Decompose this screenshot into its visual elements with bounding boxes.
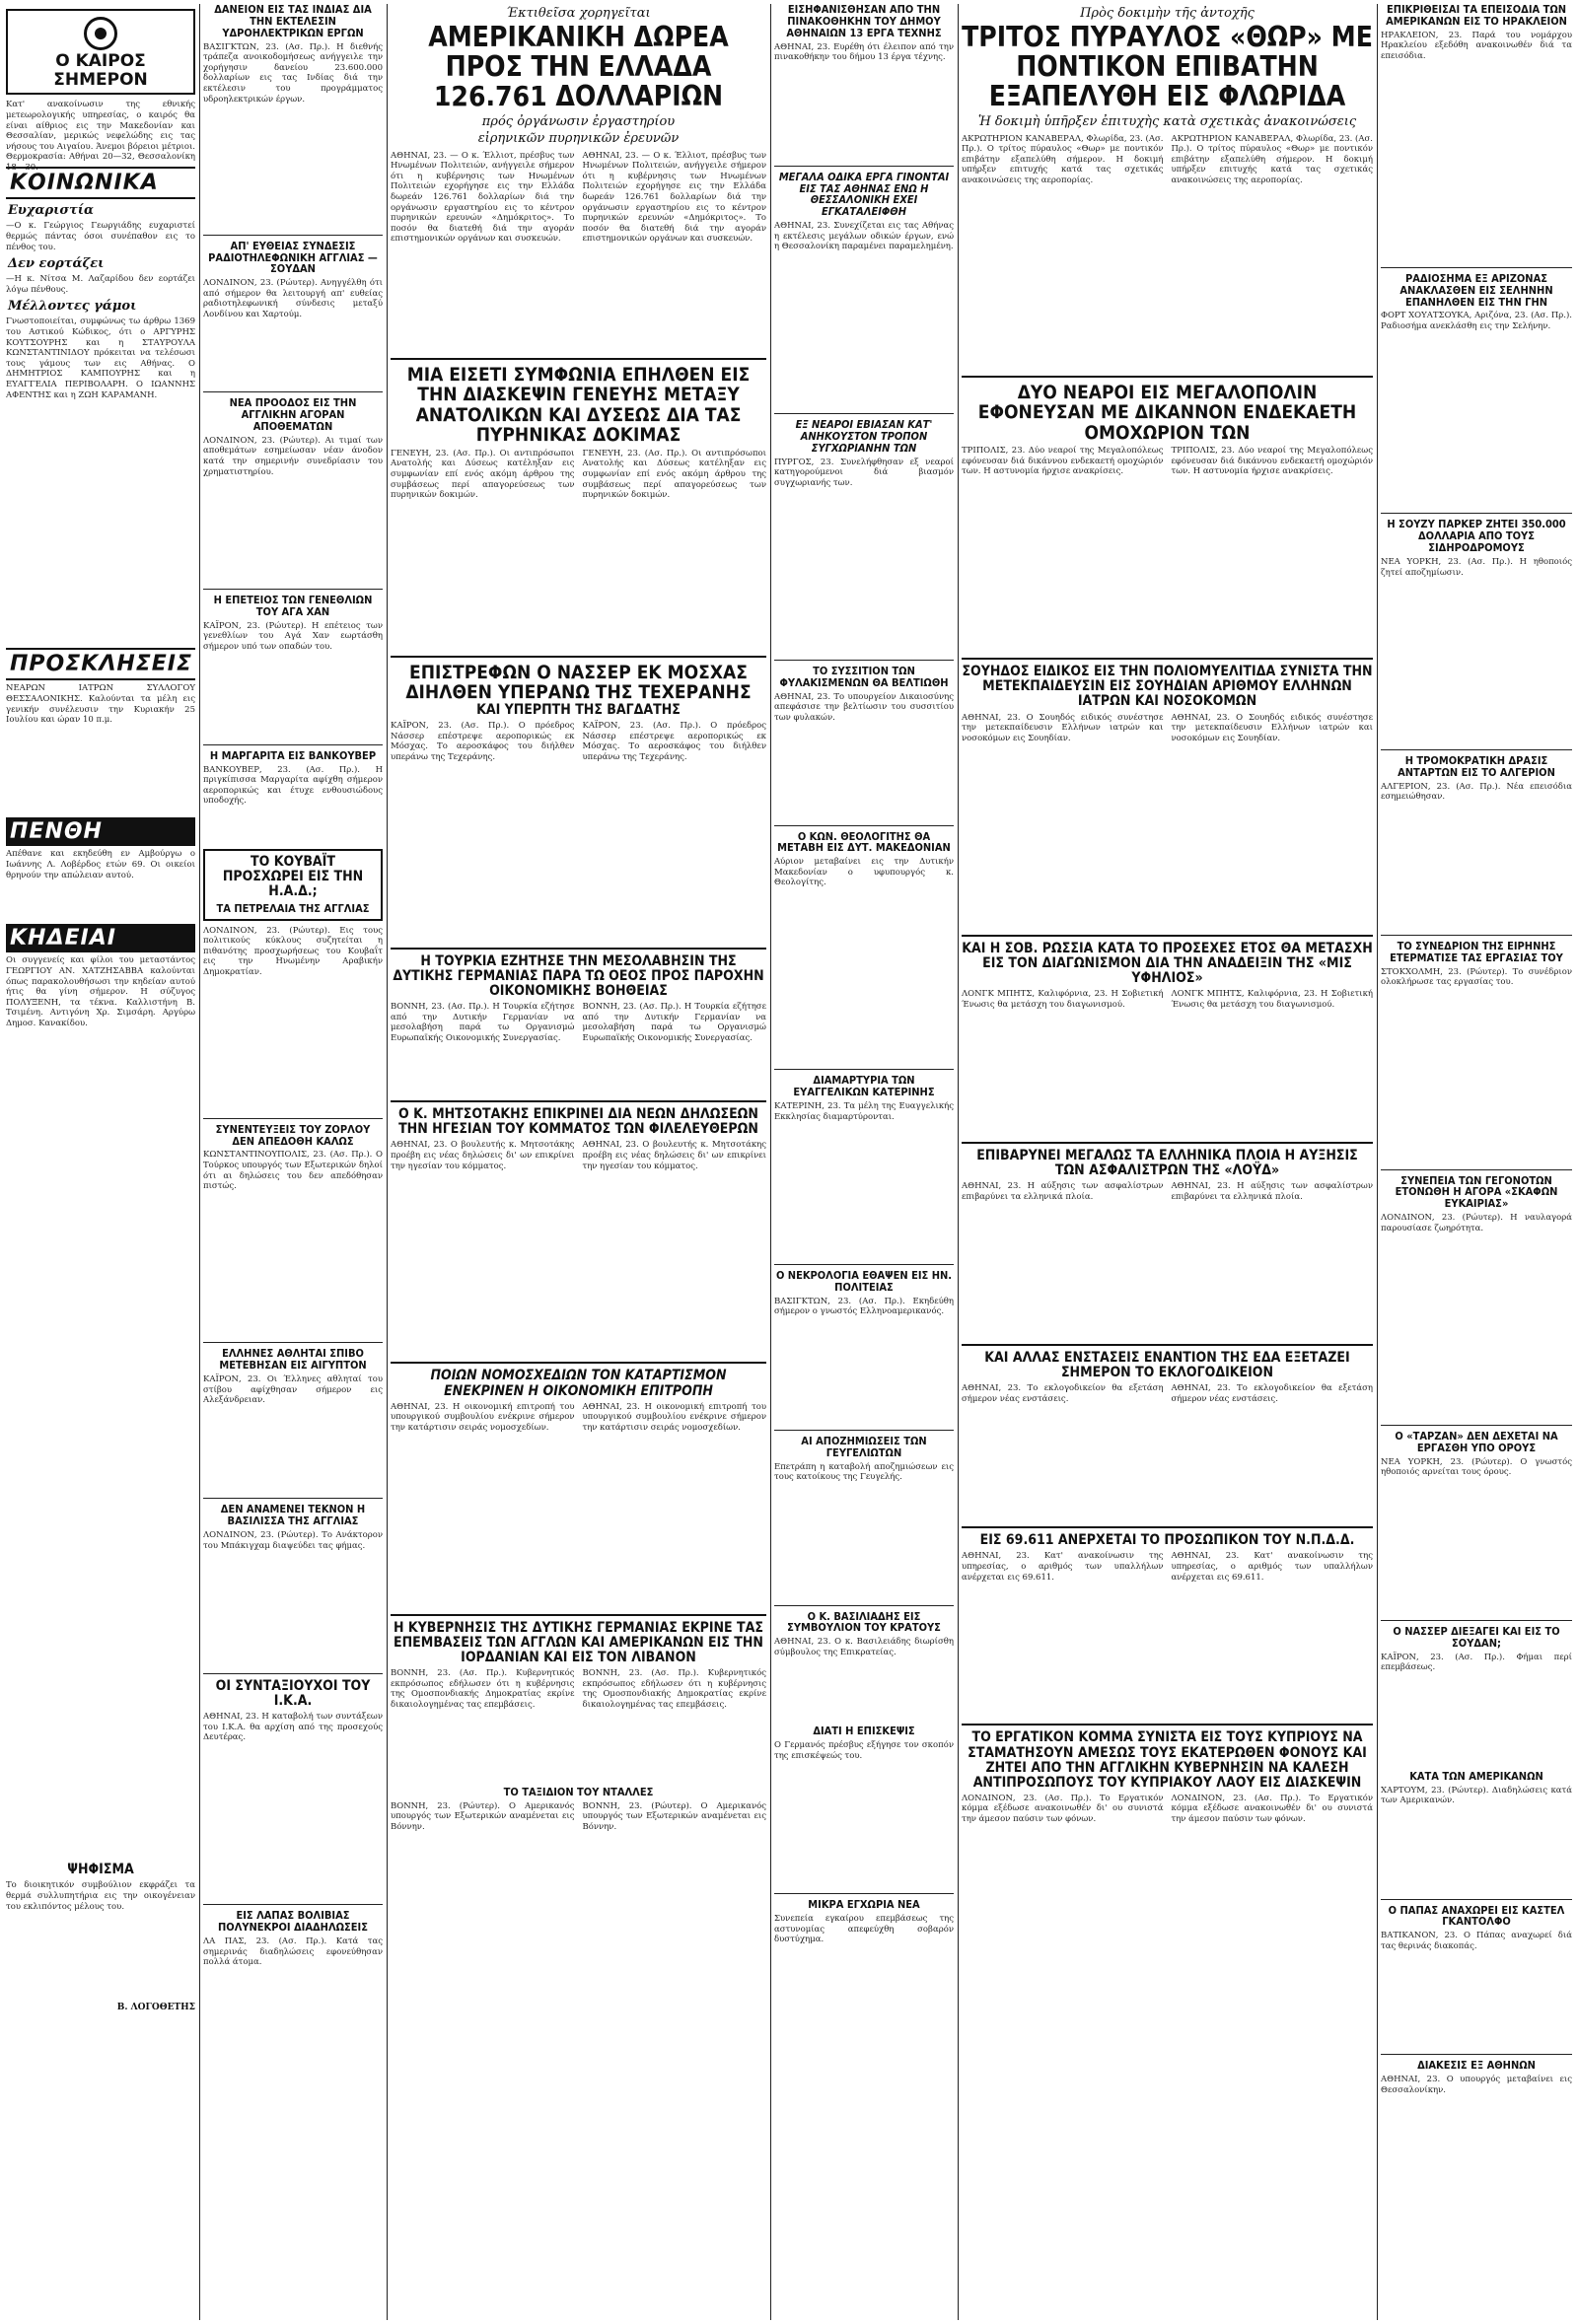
weather-box <box>6 9 195 95</box>
article-text: ΒΟΝΝΗ, 23. (Ασ. Πρ.). Η Τουρκία εζήτησε από την Δυτικήν Γερμανίαν να μεσολαβήση παρά τω Οργανισμώ Ευρωπαϊκής Οικονομικής Συνεργασίας. <box>391 1002 575 1044</box>
headline: ΔΙΑΤΙ Η ΕΠΙΣΚΕΨΙΣ <box>813 1725 915 1738</box>
headline: ΕΙΣ ΛΑΠΑΣ ΒΟΛΙΒΙΑΣ ΠΟΛΥΝΕΚΡΟΙ ΔΙΑΔΗΛΩΣΕΙΣ <box>218 1909 368 1935</box>
article-text: ΛΑ ΠΑΣ, 23. (Ασ. Πρ.). Κατά τας σημερινάς διαδηλώσεις εφονεύθησαν πολλά άτομα. <box>203 1936 383 1968</box>
headline: Η ΤΟΥΡΚΙΑ ΕΖΗΤΗΣΕ ΤΗΝ ΜΕΣΟΛΑΒΗΣΙΝ ΤΗΣ ΔΥΤΙΚΗΣ ΓΕΡΜΑΝΙΑΣ ΠΑΡΑ ΤΩ ΟΕΟΣ ΠΡΟΣ ΠΑΡΟΧΗΝ ΟΙΚΟΝΟΜΙΚΗΣ ΒΟΗΘΕΙΑΣ <box>393 952 764 1000</box>
article-text: ΒΟΝΝΗ, 23. (Ρώυτερ). Ο Αμερικανός υπουργός των Εξωτερικών αναμένεται εις Βόννην. <box>391 1800 575 1833</box>
article-text: ΑΘΗΝΑΙ, 23. Ο κ. Βασιλειάδης διωρίσθη σύμβουλος της Επικρατείας. <box>774 1637 954 1657</box>
article-text: ΒΟΝΝΗ, 23. (Ασ. Πρ.). Η Τουρκία εζήτησε από την Δυτικήν Γερμανίαν να μεσολαβήση παρά τω Οργανισμώ Ευρωπαϊκής Οικονομικής Συνεργασίας. <box>582 1002 766 1044</box>
headline: ΔΑΝΕΙΟΝ ΕΙΣ ΤΑΣ ΙΝΔΙΑΣ ΔΙΑ ΤΗΝ ΕΚΤΕΛΕΣΙΝ ΥΔΡΟΗΛΕΚΤΡΙΚΩΝ ΕΡΓΩΝ <box>214 3 372 39</box>
column-rule <box>387 4 388 2320</box>
article-text: ΚΑΪΡΟΝ, 23. (Ρώυτερ). Η επέτειος των γενεθλίων του Αγά Χαν εωρτάσθη σήμερον υπό των οπαδών του. <box>203 620 383 652</box>
article-text: ΑΘΗΝΑΙ, 23. Κατ' ανακοίνωσιν της υπηρεσίας, ο αριθμός των υπαλλήλων ανέρχεται εις 69.611. <box>1171 1551 1373 1583</box>
kuwait-box <box>203 849 383 921</box>
article-text: ΛΟΝΔΙΝΟΝ, 23. (Ρώυτερ). Η ναυλαγορά παρουσίασε ζωηρότητα. <box>1381 1213 1572 1233</box>
section-visits: ΠΡΟΣΚΛΗΣΕΙΣ <box>6 648 195 680</box>
headline: ΤΟ ΕΡΓΑΤΙΚΟΝ ΚΟΜΜΑ ΣΥΝΙΣΤΑ ΕΙΣ ΤΟΥΣ ΚΥΠΡΙΟΥΣ ΝΑ ΣΤΑΜΑΤΗΣΟΥΝ ΑΜΕΣΩΣ ΤΟΥΣ ΕΚΑΤΕΡΩΘΕΝ ΦΟΝΟΥΣ ΚΑΙ ΖΗΤΕΙ ΑΠΟ ΤΗΝ ΑΓΓΛΙΚΗΝ ΚΥΒΕΡΝΗΣΙΝ ΝΑ ΚΑΛΕΣΗ ΑΝΤΙΠΡΟΣΩΠΟΥΣ ΤΟΥ ΚΥΠΡΙΑΚΟΥ ΛΑΟΥ ΕΙΣ ΔΙΑΣΚΕΨΙΝ <box>968 1729 1367 1791</box>
column-rule <box>1377 4 1378 2320</box>
main-subheadline: πρός ὀργάνωσιν ἐργαστηρίου <box>481 113 676 129</box>
article-text: ΑΚΡΩΤΗΡΙΟΝ ΚΑΝΑΒΕΡΑΛ, Φλωρίδα, 23. (Ασ. Πρ.). Ο τρίτος πύραυλος «Θωρ» με ποντικόν επιβάτην εξαπελύθη σήμερον. Η δοκιμή υπήρξεν επιτυχής κατά τας σχετικάς ανακοινώσεις της αεροπορίας. <box>962 133 1164 186</box>
main-headline: ΑΜΕΡΙΚΑΝΙΚΗ ΔΩΡΕΑ ΠΡΟΣ ΤΗΝ ΕΛΛΑΔΑ 126.761 ΔΟΛΛΑΡΙΩΝ <box>428 21 729 113</box>
headline: ΤΟ ΤΑΞΙΔΙΟΝ ΤΟΥ ΝΤΑΛΛΕΣ <box>503 1786 654 1798</box>
article-text: ΑΘΗΝΑΙ, 23. — Ο κ. Έλλιοτ, πρέσβυς των Ηνωμένων Πολιτειών, ανήγγειλε σήμερον ότι η κυβέρνησις των Ηνωμένων Πολιτειών εχορήγησε εις την Ελλάδα δωρεάν 126.761 δολλαρίων διά την οργάνωσιν εργαστηρίου εις το κέντρον πυρηνικών ερευνών «Δημόκριτος». Το ποσόν θα διατεθή διά την αγοράν επιστημονικών οργάνων και συσκευών. <box>391 150 575 245</box>
headline: ΠΟΙΩΝ ΝΟΜΟΣΧΕΔΙΩΝ ΤΟΝ ΚΑΤΑΡΤΙΣΜΟΝ ΕΝΕΚΡΙΝΕΝ Η ΟΙΚΟΝΟΜΙΚΗ ΕΠΙΤΡΟΠΗ <box>430 1368 727 1399</box>
article-text: ΑΘΗΝΑΙ, 23. Ευρέθη ότι έλειπον από την πινακοθήκην του δήμου 13 έργα τέχνης. <box>774 41 954 63</box>
article-text: ΑΘΗΝΑΙ, 23. Το υπουργείον Δικαιοσύνης απεφάσισε την βελτίωσιν του συσσιτίου των φυλακών. <box>774 691 954 723</box>
headline: ΜΕΓΑΛΑ ΟΔΙΚΑ ΕΡΓΑ ΓΙΝΟΝΤΑΙ ΕΙΣ ΤΑΣ ΑΘΗΝΑΣ ΕΝΩ Η ΘΕΣΣΑΛΟΝΙΚΗ ΕΧΕΙ ΕΓΚΑΤΑΛΕΙΦΘΗ <box>778 170 950 219</box>
text-mourning: Απέθανε και εκηδεύθη εν Αμβούργω ο Ιωάννης Λ. Λοβέρδος ετών 69. Οι οικείοι θρηνούν την απώλειαν αυτού. <box>6 849 195 880</box>
headline: Η ΚΥΒΕΡΝΗΣΙΣ ΤΗΣ ΔΥΤΙΚΗΣ ΓΕΡΜΑΝΙΑΣ ΕΚΡΙΝΕ ΤΑΣ ΕΠΕΜΒΑΣΕΙΣ ΤΩΝ ΑΓΓΛΩΝ ΚΑΙ ΑΜΕΡΙΚΑΝΩΝ ΕΙΣ ΤΗΝ ΙΟΡΔΑΝΙΑΝ ΚΑΙ ΕΙΣ ΤΟΝ ΛΙΒΑΝΟΝ <box>393 1619 763 1665</box>
headline: ΕΞ ΝΕΑΡΟΙ ΕΒΙΑΣΑΝ ΚΑΤ' ΑΝΗΚΟΥΣΤΟΝ ΤΡΟΠΟΝ ΣΥΓΧΩΡΙΑΝΗΝ ΤΩΝ <box>795 418 933 455</box>
headline: ΕΙΣ 69.611 ΑΝΕΡΧΕΤΑΙ ΤΟ ΠΡΟΣΩΠΙΚΟΝ ΤΟΥ Ν.Π.Δ.Δ. <box>979 1532 1355 1549</box>
headline: ΣΟΥΗΔΟΣ ΕΙΔΙΚΟΣ ΕΙΣ ΤΗΝ ΠΟΛΙΟΜΥΕΛΙΤΙΔΑ ΣΥΝΙΣΤΑ ΤΗΝ ΜΕΤΕΚΠΑΙΔΕΥΣΙΝ ΕΙΣ ΣΟΥΗΔΙΑΝ ΑΡΙΘΜΟΥ ΕΛΛΗΝΩΝ ΙΑΤΡΩΝ ΚΑΙ ΝΟΣΟΚΟΜΩΝ <box>962 664 1373 710</box>
headline: Ο «ΤΑΡΖΑΝ» ΔΕΝ ΔΕΧΕΤΑΙ ΝΑ ΕΡΓΑΣΘΗ ΥΠΟ ΟΡΟΥΣ <box>1395 1430 1558 1454</box>
column-3 <box>391 4 766 2320</box>
article-text: ΑΘΗΝΑΙ, 23. Ο βουλευτής κ. Μητσοτάκης προέβη εις νέας δηλώσεις δι' ων επικρίνει την ηγεσίαν του κόμματος. <box>391 1140 575 1171</box>
heading-psifisma: ΨΗΦΙΣΜΑ <box>67 1862 134 1878</box>
article-text: ΛΟΝΔΙΝΟΝ, 23. (Ρώυτερ). Εις τους πολιτικούς κύκλους συζητείται η πιθανότης προσχωρήσεως του Κουβαΐτ εις την Ηνωμένην Αραβικήν Δημοκρατίαν. <box>203 925 383 978</box>
headline: ΑΙ ΑΠΟΖΗΜΙΩΣΕΙΣ ΤΩΝ ΓΕΥΓΕΛΙΩΤΩΝ <box>801 1434 927 1459</box>
article-text: ΑΘΗΝΑΙ, 23. Η αύξησις των ασφαλίστρων επιβαρύνει τα ελληνικά πλοία. <box>962 1181 1164 1202</box>
section-social: ΚΟΙΝΩΝΙΚΑ <box>6 167 195 199</box>
headline: Ο ΚΩΝ. ΘΕΟΛΟΓΙΤΗΣ ΘΑ ΜΕΤΑΒΗ ΕΙΣ ΔΥΤ. ΜΑΚΕΔΟΝΙΑΝ <box>777 829 951 855</box>
article-text: ΑΘΗΝΑΙ, 23. Ο Σουηδός ειδικός συνέστησε την μετεκπαίδευσιν Ελλήνων ιατρών και νοσοκόμων εις Σουηδίαν. <box>962 712 1164 743</box>
article-text: ΒΟΝΝΗ, 23. (Ασ. Πρ.). Κυβερνητικός εκπρόσωπος εδήλωσεν ότι η κυβέρνησις της Ομοσπονδιακής Δημοκρατίας εκρίνε δικαιολογημένας τας επεμβάσεις. <box>391 1668 575 1710</box>
headline: Η ΣΟΥΖΥ ΠΑΡΚΕΡ ΖΗΤΕΙ 350.000 ΔΟΛΛΑΡΙΑ ΑΠΟ ΤΟΥΣ ΣΙΔΗΡΟΔΡΟΜΟΥΣ <box>1387 518 1566 555</box>
article-text: ΛΟΝΔΙΝΟΝ, 23. (Ρώυτερ). Αι τιμαί των αποθεμάτων εσημείωσαν νέαν άνοδον κατά την σημερινήν συνεδρίασιν του χρηματιστηρίου. <box>203 435 383 477</box>
text-eucharistia: —Ο κ. Γεώργιος Γεωργιάδης ευχαριστεί θερμώς πάντας όσοι συνέπαθον εις το πένθος του. <box>6 221 195 252</box>
headline: ΣΥΝΕΝΤΕΥΞΕΙΣ ΤΟΥ ΖΟΡΛΟΥ ΔΕΝ ΑΠΕΔΟΘΗ ΚΑΛΩΣ <box>215 1122 371 1148</box>
article-text: ΒΟΝΝΗ, 23. (Ασ. Πρ.). Κυβερνητικός εκπρόσωπος εδήλωσεν ότι η κυβέρνησις της Ομοσπονδιακής Δημοκρατίας εκρίνε δικαιολογημένας τας επεμβάσεις. <box>582 1668 766 1710</box>
headline: ΡΑΔΙΟΣΗΜΑ ΕΞ ΑΡΙΖΟΝΑΣ ΑΝΑΚΛΑΣΘΕΝ ΕΙΣ ΣΕΛΗΝΗΝ ΕΠΑΝΗΛΘΕΝ ΕΙΣ ΤΗΝ ΓΗΝ <box>1399 271 1553 309</box>
article-text: ΚΑΪΡΟΝ, 23. (Ασ. Πρ.). Ο πρόεδρος Νάσσερ επέστρεψε αεροπορικώς εκ Μόσχας. Το αεροσκάφος του διήλθεν υπεράνω της Τεχεράνης. <box>582 720 766 762</box>
column-rule <box>958 4 959 2320</box>
article-text: ΠΥΡΓΟΣ, 23. Συνελήφθησαν εξ νεαροί κατηγορούμενοι διά βιασμόν συγχωριανής των. <box>774 457 954 488</box>
headline: Η ΕΠΕΤΕΙΟΣ ΤΩΝ ΓΕΝΕΘΛΙΩΝ ΤΟΥ ΑΓΑ ΧΑΝ <box>213 593 373 618</box>
article-text: ΣΤΟΚΧΟΛΜΗ, 23. (Ρώυτερ). Το συνέδριον ολοκλήρωσε τας εργασίας του. <box>1381 966 1572 988</box>
weather-text: Κατ' ανακοίνωσιν της εθνικής μετεωρολογικής υπηρεσίας, ο καιρός θα είναι αίθριος εις την Μακεδονίαν και Θεσσαλίαν, μερικώς νεφελώδης εις τας νήσους του Αιγαίου. Άνεμοι βόρειοι μέτριοι. Θερμοκρασία: Αθήναι 20—32, Θεσσαλονίκη 18—30. <box>6 100 195 173</box>
article-text: Επετράπη η καταβολή αποζημιώσεων εις τους κατοίκους της Γευγελής. <box>774 1461 954 1483</box>
article-text: Ο Γερμανός πρέσβυς εξήγησε τον σκοπόν της επισκέψεώς του. <box>774 1740 954 1761</box>
headline: ΕΛΛΗΝΕΣ ΑΘΛΗΤΑΙ ΣΠΙΒΟ ΜΕΤΕΒΗΣΑΝ ΕΙΣ ΑΙΓΥΠΤΟΝ <box>219 1347 367 1373</box>
article-text: ΛΟΝΔΙΝΟΝ, 23. (Ρώυτερ). Το Ανάκτορον του Μπάκιγχαμ διαψεύδει τας φήμας. <box>203 1529 383 1551</box>
article-text: ΑΘΗΝΑΙ, 23. Ο Σουηδός ειδικός συνέστησε την μετεκπαίδευσιν Ελλήνων ιατρών και νοσοκόμων εις Σουηδίαν. <box>1171 712 1373 743</box>
article-text: ΚΑΪΡΟΝ, 23. (Ασ. Πρ.). Ο πρόεδρος Νάσσερ επέστρεψε αεροπορικώς εκ Μόσχας. Το αεροσκάφος του διήλθεν υπεράνω της Τεχεράνης. <box>391 720 575 762</box>
weather-title: Ο ΚΑΙΡΟΣ ΣΗΜΕΡΟΝ <box>53 51 148 90</box>
main-headline: ΤΡΙΤΟΣ ΠΥΡΑΥΛΟΣ «ΘΩΡ» ΜΕ ΠΟΝΤΙΚΟΝ ΕΠΙΒΑΤΗΝ ΕΞΑΠΕΛΥΘΗ ΕΙΣ ΦΛΩΡΙΔΑ <box>962 21 1373 113</box>
article-text: ΒΑΣΙΓΚΤΩΝ, 23. (Ασ. Πρ.). Η διεθνής τράπεζα ανοικοδομήσεως ανήγγειλε την χορήγησιν δανείου 23.600.000 δολλαρίων εις τας Ινδίας διά την εκτέλεσιν του προγράμματος υδροηλεκτρικών έργων. <box>203 41 383 105</box>
column-rule <box>770 4 771 2320</box>
article-text: ΛΟΝΓΚ ΜΠΗΤΣ, Καλιφόρνια, 23. Η Σοβιετική Ένωσις θα μετάσχη του διαγωνισμού. <box>962 988 1164 1010</box>
headline: ΚΑΙ ΑΛΛΑΣ ΕΝΣΤΑΣΕΙΣ ΕΝΑΝΤΙΟΝ ΤΗΣ ΕΔΑ ΕΞΕΤΑΖΕΙ ΣΗΜΕΡΟΝ ΤΟ ΕΚΛΟΓΟΔΙΚΕΙΟΝ <box>984 1350 1350 1381</box>
headline: Ο ΝΕΚΡΟΛΟΓΙΑ ΕΘΑΨΕΝ ΕΙΣ ΗΝ. ΠΟΛΙΤΕΙΑΣ <box>775 1269 953 1294</box>
headline: ΣΥΝΕΠΕΙΑ ΤΩΝ ΓΕΓΟΝΟΤΩΝ ΕΤΟΝΩΘΗ Η ΑΓΟΡΑ «ΣΚΑΦΩΝ ΕΥΚΑΙΡΙΑΣ» <box>1395 1173 1558 1211</box>
article-text: ΑΘΗΝΑΙ, 23. Κατ' ανακοίνωσιν της υπηρεσίας, ο αριθμός των υπαλλήλων ανέρχεται εις 69.611. <box>962 1551 1164 1583</box>
headline: ΔΙΑΚΕΣΙΣ ΕΞ ΑΘΗΝΩΝ <box>1417 2059 1536 2073</box>
text-mellontes: Γνωστοποιείται, συμφώνως τω άρθρω 1369 του Αστικού Κώδικος, ότι ο ΑΡΓΥΡΗΣ ΚΟΥΤΣΟΥΡΗΣ και η ΣΤΑΥΡΟΥΛΑ ΚΩΝΣΤΑΝΤΙΝΙΔΟΥ πρόκειται να τελέσωσι τους γάμους των εις Αθήνας. Ο ΔΗΜΗΤΡΙΟΣ ΚΑΜΠΟΥΡΗΣ και η ΕΥΑΓΓΕΛΙΑ ΠΕΡΙΒΟΛΑΡΗ. Ο ΙΩΑΝΝΗΣ ΑΦΕΝΤΗΣ και η ΖΩΗ ΚΑΡΑΜΑΝΗ. <box>6 317 195 400</box>
headline: ΜΙΑ ΕΙΣΕΤΙ ΣΥΜΦΩΝΙΑ ΕΠΗΛΘΕΝ ΕΙΣ ΤΗΝ ΔΙΑΣΚΕΨΙΝ ΓΕΝΕΥΗΣ ΜΕΤΑΞΥ ΑΝΑΤΟΛΙΚΩΝ ΚΑΙ ΔΥΣΕΩΣ ΔΙΑ ΤΑΣ ΠΥΡΗΝΙΚΑΣ ΔΟΚΙΜΑΣ <box>406 363 751 447</box>
article-text: ΑΘΗΝΑΙ, 23. Η οικονομική επιτροπή του υπουργικού συμβουλίου ενέκρινε σήμερον την κατάρτισιν σειράς νομοσχεδίων. <box>582 1401 766 1433</box>
article-text: Συνεπεία εγκαίρου επεμβάσεως της αστυνομίας απεφεύχθη σοβαρόν δυστύχημα. <box>774 1914 954 1945</box>
article-text: ΝΕΑ ΥΟΡΚΗ, 23. (Ρώυτερ). Ο γνωστός ηθοποιός αρνείται τους όρους. <box>1381 1456 1572 1478</box>
kicker: Πρὸς δοκιμὴν τῆς ἀντοχῆς <box>1080 6 1255 21</box>
article-text: ΚΑΤΕΡΙΝΗ, 23. Τα μέλη της Ευαγγελικής Εκκλησίας διαμαρτύρονται. <box>774 1101 954 1122</box>
kicker: Έκτιθεῖσα χορηγεῖται <box>506 6 651 21</box>
article-text: ΑΘΗΝΑΙ, 23. Η οικονομική επιτροπή του υπουργικού συμβουλίου ενέκρινε σήμερον την κατάρτισιν σειράς νομοσχεδίων. <box>391 1401 575 1433</box>
article-text: ΛΟΝΔΙΝΟΝ, 23. (Ασ. Πρ.). Το Εργατικόν κόμμα εξέδωσε ανακοινωθέν δι' ου συνιστά την άμεσον παύσιν των φόνων. <box>962 1793 1164 1825</box>
article-text: ΚΑΪΡΟΝ, 23. (Ασ. Πρ.). Φήμαι περί επεμβάσεως. <box>1381 1652 1572 1673</box>
article-text: ΑΘΗΝΑΙ, 23. Ο βουλευτής κ. Μητσοτάκης προέβη εις νέας δηλώσεις δι' ων επικρίνει την ηγεσίαν του κόμματος. <box>582 1140 766 1171</box>
heading-mellontes: Μέλλοντες γάμοι <box>8 299 137 315</box>
column-4 <box>774 4 954 2320</box>
subheadline: ΤΑ ΠΕΤΡΕΛΑΙΑ ΤΗΣ ΑΓΓΛΙΑΣ <box>216 901 370 915</box>
headline: Ο Κ. ΒΑΣΙΛΙΑΔΗΣ ΕΙΣ ΣΥΜΒΟΥΛΙΟΝ ΤΟΥ ΚΡΑΤΟΥΣ <box>787 1609 941 1635</box>
column-1 <box>6 4 195 2320</box>
article-text: ΑΘΗΝΑΙ, 23. Το εκλογοδικείον θα εξετάση σήμερον νέας ενστάσεις. <box>962 1383 1164 1404</box>
article-text: ΧΑΡΤΟΥΜ, 23. (Ρώυτερ). Διαδηλώσεις κατά των Αμερικανών. <box>1381 1785 1572 1806</box>
sun-icon <box>84 17 117 50</box>
headline: ΚΑΙ Η ΣΟΒ. ΡΩΣΣΙΑ ΚΑΤΑ ΤΟ ΠΡΟΣΕΧΕΣ ΕΤΟΣ ΘΑ ΜΕΤΑΣΧΗ ΕΙΣ ΤΟΝ ΔΙΑΓΩΝΙΣΜΟΝ ΔΙΑ ΤΗΝ ΑΝΑΔΕΙΞΙΝ ΤΗΣ «ΜΙΣ ΥΦΗΛΙΟΣ» <box>962 940 1373 986</box>
headline: ΝΕΑ ΠΡΟΟΔΟΣ ΕΙΣ ΤΗΝ ΑΓΓΛΙΚΗΝ ΑΓΟΡΑΝ ΑΠΟΘΕΜΑΤΩΝ <box>229 396 357 433</box>
article-text: ΛΟΝΔΙΝΟΝ, 23. (Ασ. Πρ.). Το Εργατικόν κόμμα εξέδωσε ανακοινωθέν δι' ου συνιστά την άμεσον παύσιν των φόνων. <box>1171 1793 1373 1825</box>
newspaper-page <box>6 4 1572 2320</box>
headline: ΚΑΤΑ ΤΩΝ ΑΜΕΡΙΚΑΝΩΝ <box>1409 1769 1543 1783</box>
article-text: ΓΕΝΕΥΗ, 23. (Ασ. Πρ.). Οι αντιπρόσωποι Ανατολής και Δύσεως κατέληξαν εις συμφωνίαν επί ενός ακόμη άρθρου της συμβάσεως περί απαγορεύσεως των πυρηνικών δοκιμών. <box>582 448 766 501</box>
article-text: ΒΑΝΚΟΥΒΕΡ, 23. (Ασ. Πρ.). Η πριγκίπισσα Μαργαρίτα αφίχθη σήμερον αεροπορικώς και έτυχε ενθουσιώδους υποδοχής. <box>203 764 383 807</box>
article-text: Αύριον μεταβαίνει εις την Δυτικήν Μακεδονίαν ο υφυπουργός κ. Θεολογίτης. <box>774 857 954 888</box>
article-text: ΚΩΝΣΤΑΝΤΙΝΟΥΠΟΛΙΣ, 23. (Ασ. Πρ.). Ο Τούρκος υπουργός των Εξωτερικών δηλοί ότι αι δηλώσεις του δεν απεδόθησαν πιστώς. <box>203 1150 383 1192</box>
article-text: ΑΘΗΝΑΙ, 23. Συνεχίζεται εις τας Αθήνας η εκτέλεσις μεγάλων οδικών έργων, ενώ η Θεσσαλονίκη παραμένει παραμελημένη. <box>774 221 954 252</box>
headline: Ο ΝΑΣΣΕΡ ΔΙΕΞΑΓΕΙ ΚΑΙ ΕΙΣ ΤΟ ΣΟΥΔΑΝ; <box>1393 1624 1560 1650</box>
article-text: ΑΘΗΝΑΙ, 23. Η καταβολή των συντάξεων του Ι.Κ.Α. θα αρχίση από της προσεχούς Δευτέρας. <box>203 1712 383 1743</box>
column-6 <box>1381 4 1572 2320</box>
article-text: ΑΛΓΕΡΙΟΝ, 23. (Ασ. Πρ.). Νέα επεισόδια εσημειώθησαν. <box>1381 781 1572 803</box>
headline: ΕΠΙΒΑΡΥΝΕΙ ΜΕΓΑΛΩΣ ΤΑ ΕΛΛΗΝΙΚΑ ΠΛΟΙΑ Η ΑΥΞΗΣΙΣ ΤΩΝ ΑΣΦΑΛΙΣΤΡΩΝ ΤΗΣ «ΛΟΫΔ» <box>976 1147 1358 1179</box>
headline: ΔΙΑΜΑΡΤΥΡΙΑ ΤΩΝ ΕΥΑΓΓΕΛΙΚΩΝ ΚΑΤΕΡΙΝΗΣ <box>793 1074 935 1099</box>
section-mourning: ΠΕΝΘΗ <box>6 817 195 846</box>
article-text: ΝΕΑ ΥΟΡΚΗ, 23. (Ασ. Πρ.). Η ηθοποιός ζητεί αποζημίωσιν. <box>1381 557 1572 578</box>
article-text: ΒΟΝΝΗ, 23. (Ρώυτερ). Ο Αμερικανός υπουργός των Εξωτερικών αναμένεται εις Βόννην. <box>582 1800 766 1833</box>
article-text: ΤΡΙΠΟΛΙΣ, 23. Δύο νεαροί της Μεγαλοπόλεως εφόνευσαν διά δικάννου ενδεκαετή ομοχώριόν των. Η αστυνομία ήρχισε ανακρίσεις. <box>1171 446 1373 477</box>
heading-den-eortazei: Δεν εορτάζει <box>8 256 105 272</box>
article-text: ΑΚΡΩΤΗΡΙΟΝ ΚΑΝΑΒΕΡΑΛ, Φλωρίδα, 23. (Ασ. Πρ.). Ο τρίτος πύραυλος «Θωρ» με ποντικόν επιβάτην εξαπελύθη σήμερον. Η δοκιμή υπήρξεν επιτυχής κατά τας σχετικάς ανακοινώσεις της αεροπορίας. <box>1171 133 1373 186</box>
column-rule <box>199 4 200 2320</box>
text-psifisma: Το διοικητικόν συμβούλιον εκφράζει τα θερμά συλλυπητήρια εις την οικογένειαν του εκλιπόντος μέλους του. <box>6 1880 195 1912</box>
headline: ΑΠ' ΕΥΘΕΙΑΣ ΣΥΝΔΕΣΙΣ ΡΑΔΙΟΤΗΛΕΦΩΝΙΚΗ ΑΓΓΛΙΑΣ — ΣΟΥΔΑΝ <box>208 239 378 276</box>
headline: ΕΙΣΗΦΑΝΙΣΘΗΣΑΝ ΑΠΟ ΤΗΝ ΠΙΝΑΚΟΘΗΚΗΝ ΤΟΥ ΔΗΜΟΥ ΑΘΗΝΑΙΩΝ 13 ΕΡΓΑ ΤΕΧΝΗΣ <box>786 3 942 39</box>
article-text: ΒΑΤΙΚΑΝΟΝ, 23. Ο Πάπας αναχωρεί διά τας θερινάς διακοπάς. <box>1381 1931 1572 1951</box>
article-text: ΛΟΝΓΚ ΜΠΗΤΣ, Καλιφόρνια, 23. Η Σοβιετική Ένωσις θα μετάσχη του διαγωνισμού. <box>1171 988 1373 1010</box>
article-text: ΑΘΗΝΑΙ, 23. Η αύξησις των ασφαλίστρων επιβαρύνει τα ελληνικά πλοία. <box>1171 1181 1373 1202</box>
heading-eucharistia: Ευχαριστία <box>8 203 95 219</box>
headline: ΤΟ ΣΥΝΕΔΡΙΟΝ ΤΗΣ ΕΙΡΗΝΗΣ ΕΤΕΡΜΑΤΙΣΕ ΤΑΣ ΕΡΓΑΣΙΑΣ ΤΟΥ <box>1390 939 1563 964</box>
text-funerals: Οι συγγενείς και φίλοι του μεταστάντος ΓΕΩΡΓΙΟΥ ΑΝ. ΧΑΤΖΗΣΑΒΒΑ καλούνται όπως παρακολουθήσωσι την κηδείαν αυτού ήτις θα γίνη σήμερον. Η σύζυγος ΠΟΛΥΞΕΝΗ, τα τέκνα. Καλλιστήνη Β. Τσιμένη. Αντιγόνη Χρ. Σιμσάρη. Αργύρω Δημοσ. Κανακίδου. <box>6 955 195 1028</box>
article-text: ΓΕΝΕΥΗ, 23. (Ασ. Πρ.). Οι αντιπρόσωποι Ανατολής και Δύσεως κατέληξαν εις συμφωνίαν επί ενός ακόμη άρθρου της συμβάσεως περί απαγορεύσεως των πυρηνικών δοκιμών. <box>391 448 575 501</box>
headline: ΕΠΙΣΤΡΕΦΩΝ Ο ΝΑΣΣΕΡ ΕΚ ΜΟΣΧΑΣ ΔΙΗΛΘΕΝ ΥΠΕΡΑΝΩ ΤΗΣ ΤΕΧΕΡΑΝΗΣ <box>405 661 752 704</box>
article-text: ΒΑΣΙΓΚΤΩΝ, 23. (Ασ. Πρ.). Εκηδεύθη σήμερον ο γνωστός Ελληνοαμερικανός. <box>774 1296 954 1317</box>
headline: ΟΙ ΣΥΝΤΑΞΙΟΥΧΟΙ ΤΟΥ Ι.Κ.Α. <box>215 1677 371 1710</box>
column-5 <box>962 4 1373 2320</box>
signature: Β. ΛΟΓΟΘΕΤΗΣ <box>116 2003 195 2013</box>
article-text: ΚΑΪΡΟΝ, 23. Οι Έλληνες αθληταί του στίβου αφίχθησαν σήμερον εις Αλεξάνδρειαν. <box>203 1374 383 1406</box>
article-text: ΑΘΗΝΑΙ, 23. — Ο κ. Έλλιοτ, πρέσβυς των Ηνωμένων Πολιτειών, ανήγγειλε σήμερον ότι η κυβέρνησις των Ηνωμένων Πολιτειών εχορήγησε εις την Ελλάδα δωρεάν 126.761 δολλαρίων διά την οργάνωσιν εργαστηρίου εις το κέντρον πυρηνικών ερευνών «Δημόκριτος». Το ποσόν θα διατεθή διά την αγοράν επιστημονικών οργάνων και συσκευών. <box>582 150 766 245</box>
headline: Η ΜΑΡΓΑΡΙΤΑ ΕΙΣ ΒΑΝΚΟΥΒΕΡ <box>209 748 377 762</box>
article-text: ΤΡΙΠΟΛΙΣ, 23. Δύο νεαροί της Μεγαλοπόλεως εφόνευσαν διά δικάννου ενδεκαετή ομοχώριόν των. Η αστυνομία ήρχισε ανακρίσεις. <box>962 446 1164 477</box>
text-den-eortazei: —Η κ. Νίτσα Μ. Λαζαρίδου δεν εορτάζει λόγω πένθους. <box>6 274 195 295</box>
headline: ΜΙΚΡΑ ΕΓΧΩΡΙΑ ΝΕΑ <box>808 1898 920 1912</box>
headline: ΤΟ ΣΥΣΣΙΤΙΟΝ ΤΩΝ ΦΥΛΑΚΙΣΜΕΝΩΝ ΘΑ ΒΕΛΤΙΩΘΗ <box>779 664 949 689</box>
article-text: ΗΡΑΚΛΕΙΟΝ, 23. Παρά του νομάρχου Ηρακλείου εξεδόθη ανακοινωθέν διά τα επεισόδια. <box>1381 30 1572 61</box>
article-text: ΑΘΗΝΑΙ, 23. Το εκλογοδικείον θα εξετάση σήμερον νέας ενστάσεις. <box>1171 1383 1373 1404</box>
article-text: ΑΘΗΝΑΙ, 23. Ο υπουργός μεταβαίνει εις Θεσσαλονίκην. <box>1381 2075 1572 2095</box>
headline: Ο Κ. ΜΗΤΣΟΤΑΚΗΣ ΕΠΙΚΡΙΝΕΙ ΔΙΑ ΝΕΩΝ ΔΗΛΩΣΕΩΝ ΤΗΝ ΗΓΕΣΙΑΝ ΤΟΥ ΚΟΜΜΑΤΟΣ ΤΩΝ ΦΙΛΕΛΕΥΘΕΡΩΝ <box>398 1106 758 1138</box>
subheadline: ΚΑΙ ΥΠΕΡΠΤΗ ΤΗΣ ΒΑΓΔΑΤΗΣ <box>476 701 681 718</box>
section-funerals: ΚΗΔΕΙΑΙ <box>6 924 195 952</box>
column-2 <box>203 4 383 2320</box>
headline: ΔΕΝ ΑΝΑΜΕΝΕΙ ΤΕΚΝΟΝ Η ΒΑΣΙΛΙΣΣΑ ΤΗΣ ΑΓΓΛΙΑΣ <box>220 1503 366 1528</box>
article-text: ΛΟΝΔΙΝΟΝ, 23. (Ρώυτερ). Ανηγγέλθη ότι από σήμερον θα λειτουργή απ' ευθείας ραδιοτηλεφωνική σύνδεσις μεταξύ Λονδίνου και Χαρτούμ. <box>203 278 383 320</box>
headline: ΔΥΟ ΝΕΑΡΟΙ ΕΙΣ ΜΕΓΑΛΟΠΟΛΙΝ ΕΦΟΝΕΥΣΑΝ ΜΕ ΔΙΚΑΝΝΟΝ ΕΝΔΕΚΑΕΤΗ ΟΜΟΧΩΡΙΟΝ ΤΩΝ <box>977 381 1357 444</box>
headline: Ο ΠΑΠΑΣ ΑΝΑΧΩΡΕΙ ΕΙΣ ΚΑΣΤΕΛ ΓΚΑΝΤΟΛΦΟ <box>1388 1903 1565 1929</box>
text-visits: ΝΕΑΡΩΝ ΙΑΤΡΩΝ ΣΥΛΛΟΓΟΥ ΘΕΣΣΑΛΟΝΙΚΗΣ. Καλούνται τα μέλη εις γενικήν συνέλευσιν την Κυριακήν 25 Ιουλίου και ώραν 10 π.μ. <box>6 683 195 726</box>
headline: ΕΠΙΚΡΙΘΕΙΣΑΙ ΤΑ ΕΠΕΙΣΟΔΙΑ ΤΩΝ ΑΜΕΡΙΚΑΝΩΝ ΕΙΣ ΤΟ ΗΡΑΚΛΕΙΟΝ <box>1386 3 1567 28</box>
article-text: ΦΟΡΤ ΧΟΥΑΤΣΟΥΚΑ, Αριζόνα, 23. (Ασ. Πρ.). Ραδιοσήμα ανεκλάσθη εις την Σελήνην. <box>1381 311 1572 331</box>
main-subheadline: Ἡ δοκιμὴ ὑπῆρξεν ἐπιτυχὴς κατὰ σχετικὰς ἀνακοινώσεις <box>977 113 1357 129</box>
headline: ΤΟ ΚΟΥΒΑΪΤ ΠΡΟΣΧΩΡΕΙ ΕΙΣ ΤΗΝ Η.Α.Δ.; <box>222 853 364 899</box>
main-subheadline: εἰρηνικῶν πυρηνικῶν ἐρευνῶν <box>477 130 680 146</box>
headline: Η ΤΡΟΜΟΚΡΑΤΙΚΗ ΔΡΑΣΙΣ ΑΝΤΑΡΤΩΝ ΕΙΣ ΤΟ ΑΛΓΕΡΙΟΝ <box>1398 754 1555 779</box>
